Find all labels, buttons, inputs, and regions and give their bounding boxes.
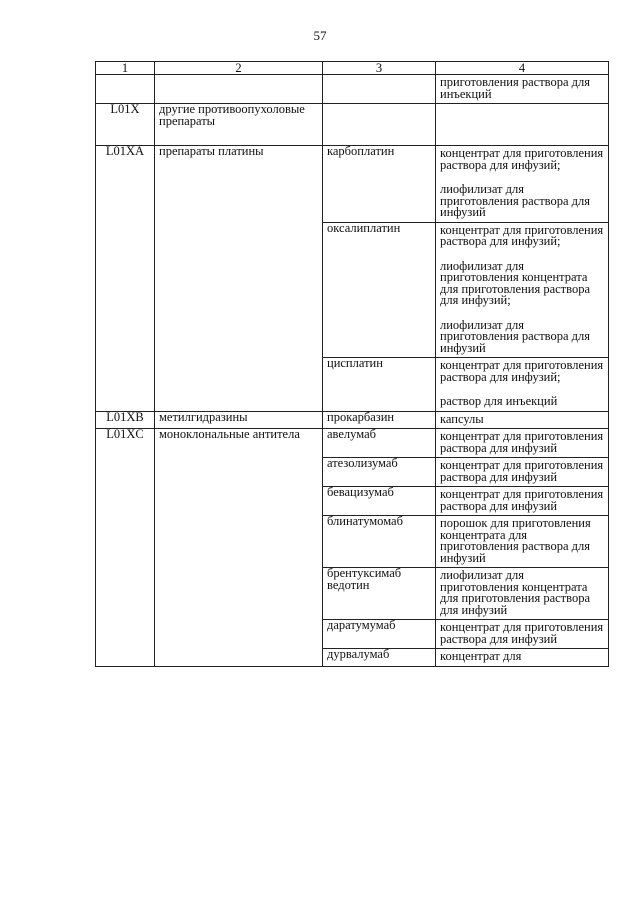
drug-table <box>95 61 609 667</box>
dosage-form-cell <box>436 104 609 146</box>
table-row <box>96 104 609 146</box>
header-cell: 4 <box>436 62 609 75</box>
header-cell: 1 <box>96 62 155 75</box>
header-cell: 3 <box>323 62 436 75</box>
dosage-form-cell <box>436 222 609 358</box>
dosage-form-cell <box>436 458 609 487</box>
drug-name-cell: блинатумомаб <box>323 516 436 568</box>
dosage-form-cell <box>436 487 609 516</box>
drug-name-cell: карбоплатин <box>323 146 436 223</box>
dosage-form: лиофилизат для приготовления раствора для инфузий <box>440 182 590 219</box>
dosage-form-cell <box>436 649 609 667</box>
dosage-form: концентрат для <box>440 649 522 663</box>
drug-name-cell: атезолизумаб <box>323 458 436 487</box>
dosage-form-cell <box>436 568 609 620</box>
dosage-form: приготовления раствора для инъекций <box>440 75 590 101</box>
dosage-form-cell <box>436 411 609 429</box>
header-row <box>96 62 609 75</box>
drug-name-cell: прокарбазин <box>323 411 436 429</box>
code-cell <box>96 75 155 104</box>
dosage-form: концентрат для приготовления раствора для инфузий <box>440 458 604 484</box>
dosage-form-cell <box>436 358 609 412</box>
table-row <box>96 429 609 458</box>
header-cell: 2 <box>155 62 323 75</box>
dosage-form: порошок для приготовления концентрата для приготовления раствора для инфузий <box>440 516 591 565</box>
dosage-form-cell <box>436 75 609 104</box>
dosage-form: концентрат для приготовления раствора для инфузий; <box>440 222 604 248</box>
dosage-form: лиофилизат для приготовления концентрата для приготовления раствора для инфузий <box>440 568 590 617</box>
dosage-form: концентрат для приготовления раствора для инфузий; <box>440 146 604 172</box>
drug-name-cell: дурвалумаб <box>323 649 436 667</box>
drug-table-body <box>96 62 609 667</box>
group-name-cell: другие противоопухоловые препараты <box>155 104 323 146</box>
dosage-form-cell <box>436 146 609 223</box>
dosage-form: раствор для инъекций <box>440 394 558 408</box>
dosage-form-cell <box>436 516 609 568</box>
atc-code-cell: L01X <box>96 104 155 146</box>
drug-name-cell <box>323 104 436 146</box>
page-number: 57 <box>313 28 327 43</box>
drug-name-cell <box>323 75 436 104</box>
group-name-cell: препараты платины <box>155 146 323 412</box>
drug-name-cell: авелумаб <box>323 429 436 458</box>
dosage-form: концентрат для приготовления раствора для инфузий; <box>440 358 604 384</box>
atc-code-cell: L01XC <box>96 429 155 667</box>
atc-code-cell: L01XA <box>96 146 155 412</box>
dosage-form: лиофилизат для приготовления раствора для инфузий <box>440 317 590 355</box>
dosage-form-cell <box>436 429 609 458</box>
dosage-form: концентрат для приготовления раствора для инфузий <box>440 620 604 646</box>
table-row <box>96 146 609 223</box>
dosage-form: капсулы <box>440 411 484 426</box>
drug-name-cell: оксалиплатин <box>323 222 436 358</box>
continuation-row <box>96 75 609 104</box>
atc-code-cell: L01XB <box>96 411 155 429</box>
dosage-form: концентрат для приготовления раствора для инфузий <box>440 487 604 513</box>
table-row <box>96 411 609 429</box>
group-name-cell: моноклональные антитела <box>155 429 323 667</box>
dosage-form: концентрат для приготовления раствора для инфузий <box>440 429 604 455</box>
drug-name-cell: цисплатин <box>323 358 436 412</box>
dosage-form: лиофилизат для приготовления концентрата для приготовления раствора для инфузий; <box>440 258 590 307</box>
drug-name-cell: даратумумаб <box>323 620 436 649</box>
drug-name-cell: бевацизумаб <box>323 487 436 516</box>
group-name-cell <box>155 75 323 104</box>
group-name-cell: метилгидразины <box>155 411 323 429</box>
dosage-form-cell <box>436 620 609 649</box>
drug-name-cell: брентуксимаб ведотин <box>323 568 436 620</box>
